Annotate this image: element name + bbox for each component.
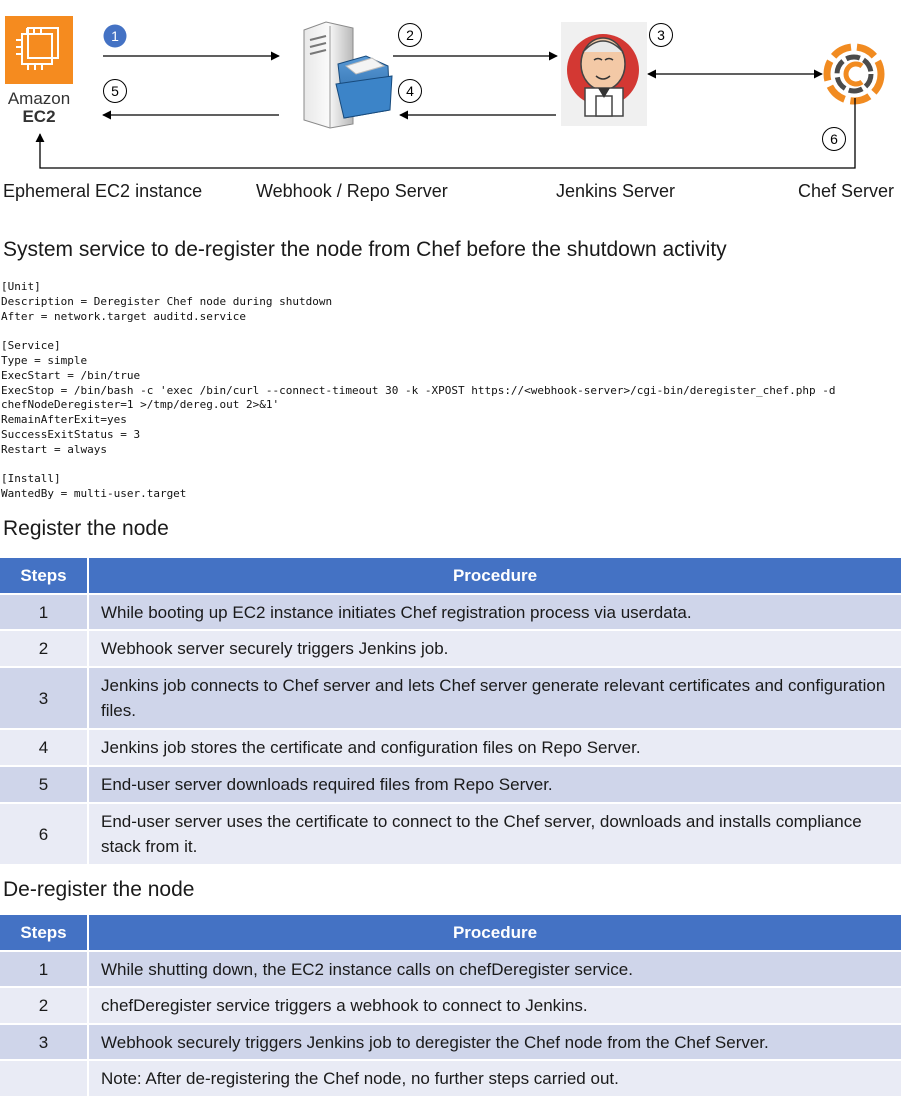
jenkins-node-label: Jenkins Server xyxy=(556,181,676,201)
step-badge xyxy=(399,80,422,103)
step-badge-label: 1 xyxy=(111,28,119,44)
table-row xyxy=(0,803,901,864)
step-number xyxy=(0,1060,88,1096)
steps-column-header: Steps xyxy=(0,915,88,951)
procedure-text: End-user server uses the certificate to connect to the Chef server, downloads and installs compliance stack from it. xyxy=(88,803,901,864)
step-badge xyxy=(104,80,127,103)
procedure-text: Note: After de-registering the Chef node, no further steps carried out. xyxy=(88,1060,901,1096)
procedure-text: Webhook securely triggers Jenkins job to deregister the Chef node from the Chef Server. xyxy=(88,1024,901,1060)
step-badge xyxy=(104,25,127,48)
service-section-title: System service to de-register the node from Chef before the shutdown activity xyxy=(3,238,727,261)
register-steps-table xyxy=(0,558,901,864)
architecture-diagram xyxy=(0,0,903,210)
systemd-unit-code: [Unit] Description = Deregister Chef node during shutdown After = network.target auditd.service [Service] Type = simple ExecStart = /bin/true ExecStop = /bin/bash -c 'exec /bin/curl --connect-timeout 30 -k -XPOST https://<webhook-server>/cgi-bin/deregister_chef.php -d chefNodeDeregister=1 >/tmp/dereg.out 2>&1' RemainAfterExit=yes SuccessExitStatus = 3 Restart = always [Install] WantedBy = multi-user.target xyxy=(1,280,836,501)
table-row xyxy=(0,667,901,729)
step-badge xyxy=(823,128,846,151)
table-row xyxy=(0,594,901,630)
table-header-row xyxy=(0,558,901,594)
table-row xyxy=(0,951,901,987)
table-row xyxy=(0,630,901,667)
table-header-row xyxy=(0,915,901,951)
step-number: 4 xyxy=(0,729,88,766)
amazon-ec2-icon xyxy=(5,16,73,126)
ec2-icon-line1: Amazon xyxy=(7,89,71,108)
step-number: 2 xyxy=(0,987,88,1024)
step-badge-label: 6 xyxy=(830,131,838,147)
procedure-column-header: Procedure xyxy=(88,915,901,951)
chef-node-label: Chef Server xyxy=(798,181,895,201)
step-badge-label: 5 xyxy=(111,83,119,99)
server-folder-icon xyxy=(304,22,392,128)
step-number: 3 xyxy=(0,1024,88,1060)
deregister-section-title: De-register the node xyxy=(3,878,195,901)
table-row xyxy=(0,1060,901,1096)
step-badge xyxy=(399,24,422,47)
procedure-text: chefDeregister service triggers a webhook to connect to Jenkins. xyxy=(88,987,901,1024)
table-row xyxy=(0,766,901,803)
procedure-text: Webhook server securely triggers Jenkins job. xyxy=(88,630,901,667)
procedure-text: Jenkins job connects to Chef server and lets Chef server generate relevant certificates and configuration files. xyxy=(88,667,901,729)
step-number: 6 xyxy=(0,803,88,864)
table-row xyxy=(0,1024,901,1060)
table-row xyxy=(0,987,901,1024)
step-number: 5 xyxy=(0,766,88,803)
flow-arrows xyxy=(40,56,855,168)
step-number: 1 xyxy=(0,951,88,987)
step-badge xyxy=(650,24,673,47)
step-badge-label: 2 xyxy=(406,27,414,43)
procedure-text: Jenkins job stores the certificate and configuration files on Repo Server. xyxy=(88,729,901,766)
table-row xyxy=(0,729,901,766)
deregister-steps-table xyxy=(0,915,901,1096)
step-badge-label: 4 xyxy=(406,83,414,99)
step-number: 1 xyxy=(0,594,88,630)
procedure-text: While shutting down, the EC2 instance calls on chefDeregister service. xyxy=(88,951,901,987)
step-badge-label: 3 xyxy=(657,27,665,43)
arrow-step-6 xyxy=(40,98,855,168)
procedure-text: End-user server downloads required files from Repo Server. xyxy=(88,766,901,803)
webhook-node-label: Webhook / Repo Server xyxy=(256,181,448,201)
ec2-node-label: Ephemeral EC2 instance xyxy=(3,181,203,201)
register-section-title: Register the node xyxy=(3,517,169,540)
step-number: 3 xyxy=(0,667,88,729)
procedure-column-header: Procedure xyxy=(88,558,901,594)
jenkins-icon xyxy=(561,22,647,126)
chef-icon xyxy=(827,47,881,101)
ec2-icon-line2: EC2 xyxy=(22,107,56,126)
steps-column-header: Steps xyxy=(0,558,88,594)
step-number: 2 xyxy=(0,630,88,667)
procedure-text: While booting up EC2 instance initiates Chef registration process via userdata. xyxy=(88,594,901,630)
